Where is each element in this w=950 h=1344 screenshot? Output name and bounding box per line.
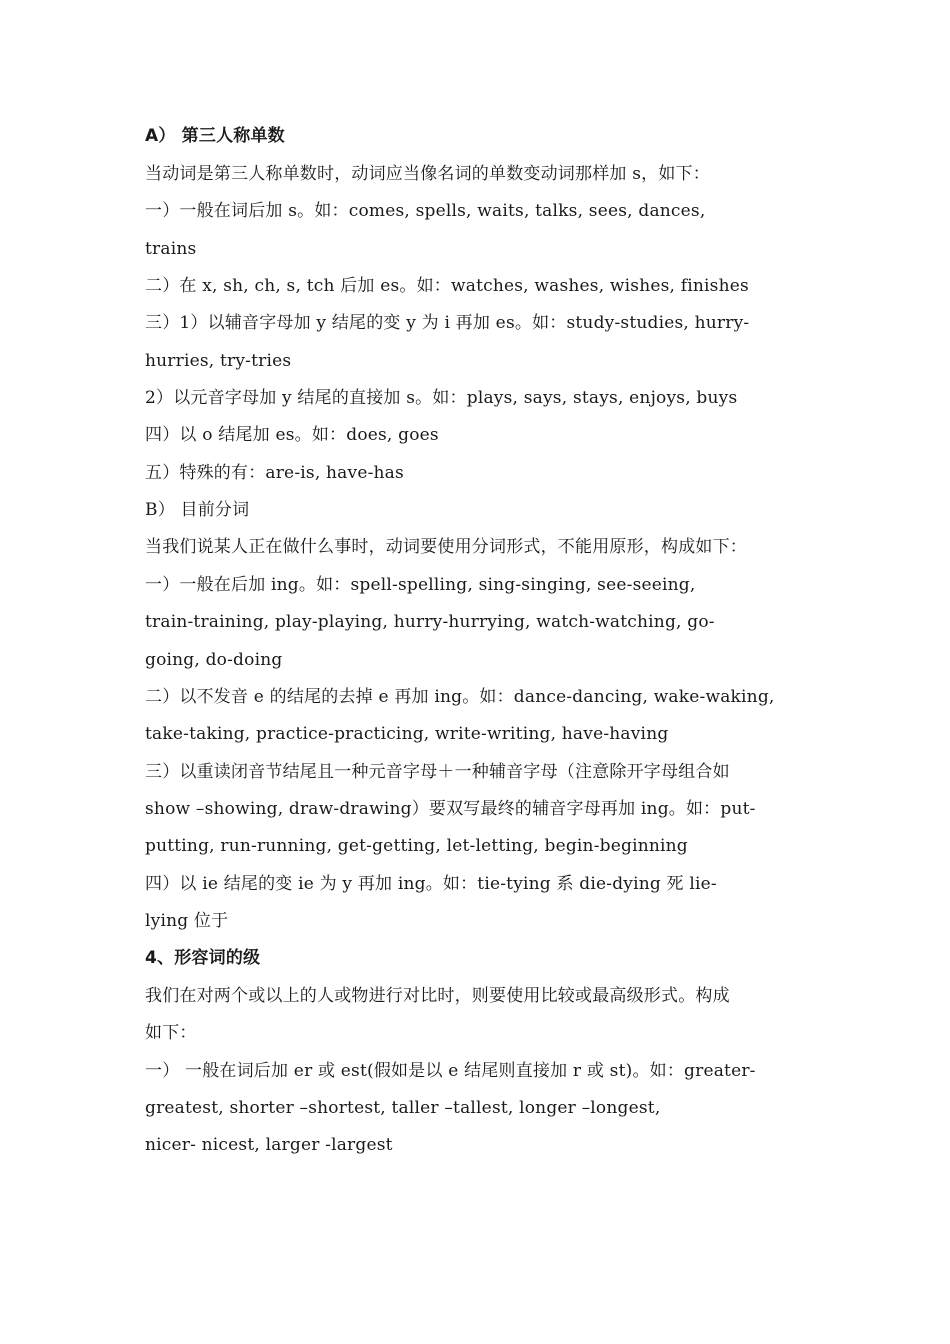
text-line: going, do-doing [145,650,283,670]
text-line: 当我们说某人正在做什么事时，动词要使用分词形式，不能用原形，构成如下： [145,537,747,557]
text-line: 当动词是第三人称单数时，动词应当像名词的单数变动词那样加 s，如下： [145,164,710,184]
section-heading-a: A） 第三人称单数 [145,126,285,146]
text-line: 四）以 ie 结尾的变 ie 为 y 再加 ing。如：tie-tying 系 die-dying 死 lie- [145,874,717,894]
text-line: 三）以重读闭音节结尾且一种元音字母＋一种辅音字母（注意除开字母组合如 [145,762,730,782]
text-line: lying 位于 [145,911,229,931]
text-line: 一）一般在后加 ing。如：spell-spelling, sing-singing, see-seeing, [145,575,696,595]
section-heading-4: 4、形容词的级 [145,948,261,968]
text-line: 如下： [145,1023,197,1043]
text-line: train-training, play-playing, hurry-hurrying, watch-watching, go- [145,612,715,632]
text-line: greatest, shorter –shortest, taller –tallest, longer –longest, [145,1098,661,1118]
section-heading-b: B） 目前分词 [145,500,250,520]
text-line: putting, run-running, get-getting, let-letting, begin-beginning [145,836,688,856]
text-line: take-taking, practice-practicing, write-writing, have-having [145,724,669,744]
text-line: 2）以元音字母加 y 结尾的直接加 s。如：plays, says, stays, enjoys, buys [145,388,738,408]
text-line: nicer- nicest, larger -largest [145,1135,393,1155]
text-line: 三）1）以辅音字母加 y 结尾的变 y 为 i 再加 es。如：study-studies, hurry- [145,313,750,333]
text-line: show –showing, draw-drawing）要双写最终的辅音字母再加 ing。如：put- [145,799,756,819]
text-line: 二）在 x, sh, ch, s, tch 后加 es。如：watches, washes, wishes, finishes [145,276,749,296]
text-line: hurries, try-tries [145,351,292,371]
text-line: 四）以 o 结尾加 es。如：does, goes [145,425,439,445]
text-line: 二）以不发音 e 的结尾的去掉 e 再加 ing。如：dance-dancing, wake-waking, [145,687,775,707]
text-line: trains [145,239,197,259]
text-line: 一）一般在词后加 s。如：comes, spells, waits, talks, sees, dances, [145,201,706,221]
text-line: 五）特殊的有：are-is, have-has [145,463,404,483]
text-line: 一） 一般在词后加 er 或 est(假如是以 e 结尾则直接加 r 或 st)。如：greater- [145,1061,756,1081]
text-line: 我们在对两个或以上的人或物进行对比时，则要使用比较或最高级形式。构成 [145,986,730,1006]
